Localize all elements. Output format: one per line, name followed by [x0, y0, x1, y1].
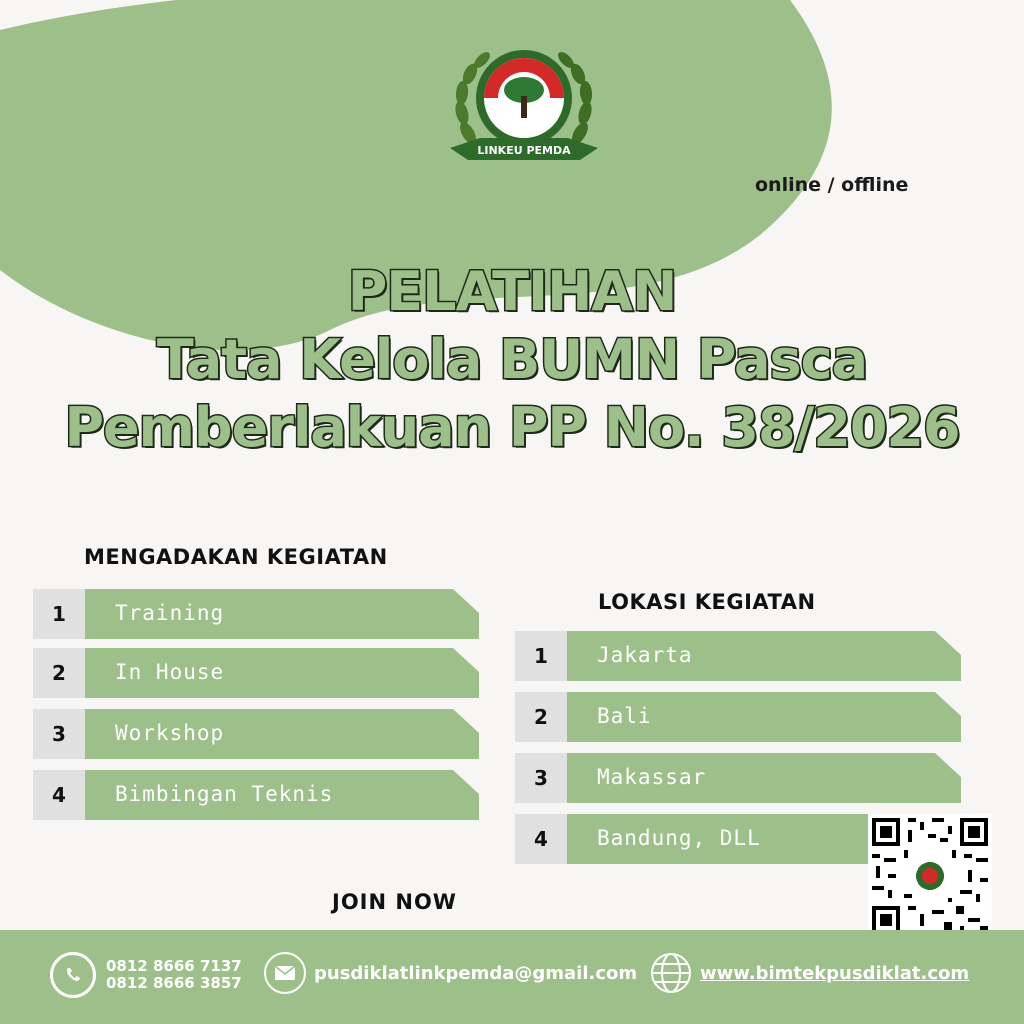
delivery-mode-text: online / offline: [755, 174, 909, 196]
linkeu-pemda-logo: [440, 38, 605, 173]
activity-item: [33, 589, 479, 639]
mail-icon: [264, 952, 306, 994]
title-line-2: Tata Kelola BUMN Pasca: [156, 328, 868, 391]
location-label: Bandung, DLL: [597, 826, 761, 850]
activity-item: [33, 770, 479, 820]
join-now-button[interactable]: JOIN NOW: [332, 890, 457, 914]
phone-number-1[interactable]: 0812 8666 7137: [106, 957, 242, 975]
location-number: 2: [515, 692, 567, 742]
email-address[interactable]: pusdiklatlinkpemda@gmail.com: [314, 962, 638, 984]
locations-heading: LOKASI KEGIATAN: [598, 590, 816, 614]
location-number: 3: [515, 753, 567, 803]
activity-number: 1: [33, 589, 85, 639]
activity-number: 4: [33, 770, 85, 820]
activity-label: Bimbingan Teknis: [115, 782, 334, 806]
title-line-3: Pemberlakuan PP No. 38/2026: [64, 396, 960, 459]
activity-number: 3: [33, 709, 85, 759]
website-contact[interactable]: [650, 952, 969, 994]
whatsapp-icon: [50, 952, 96, 998]
main-title: [0, 258, 1024, 462]
qr-code[interactable]: [868, 814, 992, 938]
website-link[interactable]: www.bimtekpusdiklat.com: [700, 962, 970, 984]
activity-item: [33, 709, 479, 759]
location-item: [515, 753, 961, 803]
location-number: 1: [515, 631, 567, 681]
phone-contact[interactable]: [50, 952, 242, 998]
location-item: [515, 631, 961, 681]
activity-label: In House: [115, 660, 225, 684]
activity-label: Workshop: [115, 721, 225, 745]
location-number: 4: [515, 814, 567, 864]
phone-number-2[interactable]: 0812 8666 3857: [106, 974, 242, 992]
footer: [0, 930, 1024, 1024]
location-label: Bali: [597, 704, 652, 728]
activity-item: [33, 648, 479, 698]
logo-banner-text: LINKEU PEMDA: [477, 144, 571, 157]
location-label: Jakarta: [597, 643, 693, 667]
activity-number: 2: [33, 648, 85, 698]
globe-icon: [650, 952, 692, 994]
activity-label: Training: [115, 601, 225, 625]
title-line-1: PELATIHAN: [347, 260, 677, 323]
email-contact[interactable]: [264, 952, 637, 994]
location-label: Makassar: [597, 765, 707, 789]
location-item: [515, 692, 961, 742]
activities-heading: MENGADAKAN KEGIATAN: [84, 545, 388, 569]
